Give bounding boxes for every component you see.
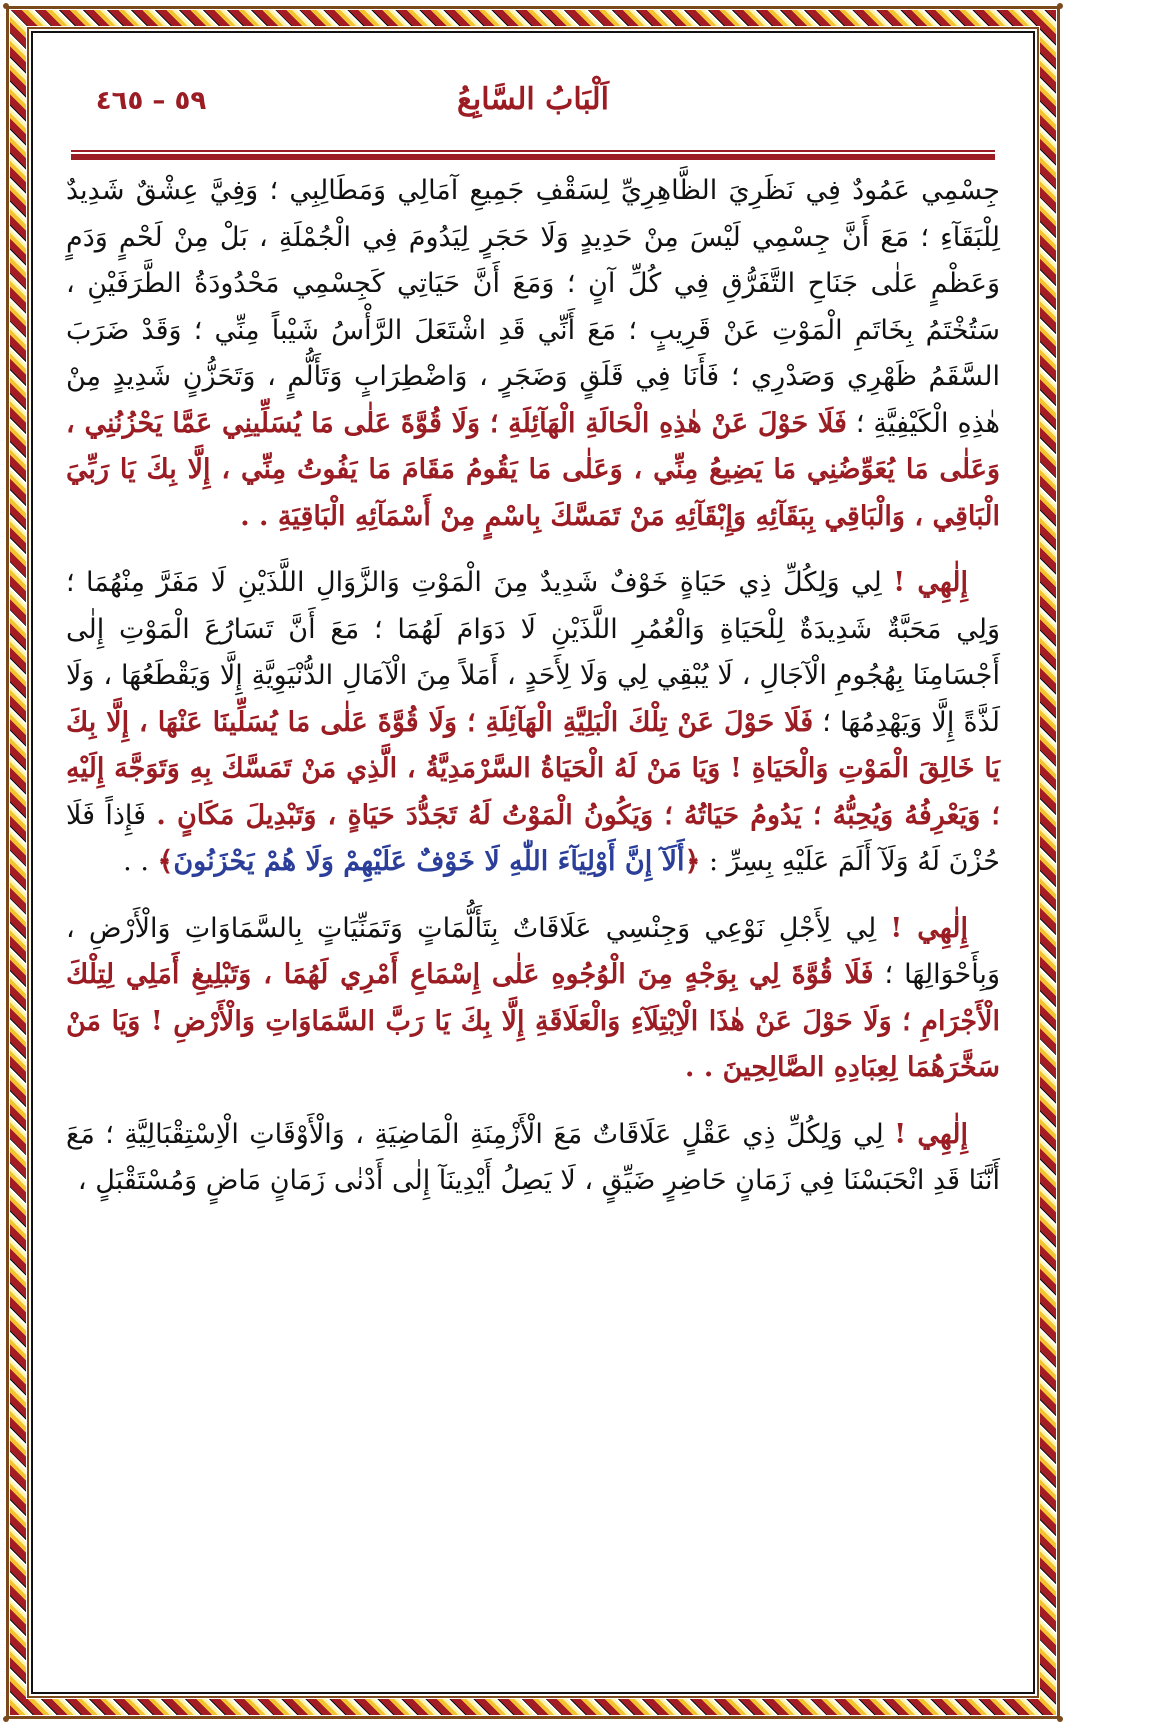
quran-bracket-close-icon: ﴾	[157, 846, 174, 877]
text-segment: جِسْمِي عَمُودٌ فِي نَظَرِيَ الظَّاهِرِيِّ لِسَقْفِ جَمِيعِ آمَالِي وَمَطَالِبِي ؛ وَفِيَّ عِشْقٌ شَدِيدٌ لِلْبَقَآءِ ؛ مَعَ أَنَّ جِسْمِي لَيْسَ مِنْ حَدِيدٍ وَلَا حَجَرٍ لِيَدُومَ فِي الْجُمْلَةِ ، بَلْ مِنْ لَحْمٍ وَدَمٍ وَعَظْمٍ عَلٰى جَنَاحِ التَّفَرُّقِ فِي كُلِّ آنٍ ؛ وَمَعَ أَنَّ حَيَاتِي كَجِسْمِي مَحْدُودَةُ الطَّرَفَيْنِ ، سَتُخْتَمُ بِخَاتَمِ الْمَوْتِ عَنْ قَرِيبٍ ؛ مَعَ أَنِّي قَدِ اشْتَعَلَ الرَّأْسُ شَيْباً مِنِّي ؛ وَقَدْ ضَرَبَ السَّقَمُ ظَهْرِي وَصَدْرِي ؛ فَأَنَا فِي قَلَقٍ وَضَجَرٍ ، وَاضْطِرَابٍ وَتَأَلُّمٍ ، وَتَحَزُّنٍ شَدِيدٍ مِنْ هٰذِهِ الْكَيْفِيَّةِ ؛	[66, 175, 1000, 439]
paragraph	[66, 560, 1000, 886]
text-segment: لِي وَلِكُلِّ ذِي عَقْلٍ عَلَاقَاتٌ مَعَ الْأَزْمِنَةِ الْمَاضِيَةِ ، وَالْأَوْقَاتِ الْاِسْتِقْبَالِيَّةِ ؛ مَعَ أَنَّنَا قَدِ انْحَبَسْنَا فِي زَمَانٍ حَاضِرٍ ضَيِّقٍ ، لَا يَصِلُ أَيْدِينَآ إِلٰى أَدْنٰى زَمَانٍ مَاضٍ وَمُسْتَقْبَلٍ ،	[66, 1118, 1000, 1196]
corner-ornament-icon	[1057, 3, 1063, 9]
page-number: ٥٩ – ٤٦٥	[95, 86, 207, 116]
text-segment: . .	[123, 846, 158, 877]
invocation-heading: إِلٰهِي !	[890, 912, 968, 944]
text-segment: لِي لِأَجْلِ نَوْعِي وَجِنْسِي عَلَاقَاتٌ بِتَأَلُّمَاتٍ وَتَمَنِّيَاتٍ بِالسَّمَاوَاتِ وَالْأَرْضِ ، وَبِأَحْوَالِهَا ؛	[66, 912, 1000, 990]
corner-ornament-icon	[3, 3, 9, 9]
quran-bracket-open-icon: ﴿	[684, 846, 701, 877]
highlighted-supplication: فَلَا حَوْلَ عَنْ هٰذِهِ الْحَالَةِ الْهَآئِلَةِ ؛ وَلَا قُوَّةَ عَلٰى مَا يُسَلِّينِي عَمَّا يَحْزُنُنِي ، وَعَلٰى مَا يُعَوِّضُنِي مَا يَضِيعُ مِنِّي ، وَعَلٰى مَا يَقُومُ مَقَامَ مَا يَفُوتُ مِنِّي ، إِلَّا بِكَ يَا رَبِّيَ الْبَاقِي ، وَالْبَاقِي بِبَقَآئِهِ وَإِبْقَآئِهِ مَنْ تَمَسَّكَ بِاسْمٍ مِنْ أَسْمَآئِهِ الْبَاقِيَةِ . .	[66, 407, 1000, 532]
header-divider-thin	[71, 150, 995, 152]
paragraph	[66, 168, 1000, 540]
paragraph	[66, 906, 1000, 1092]
quran-verse: أَلَآ إِنَّ أَوْلِيَآءَ اللّٰهِ لَا خَوْفٌ عَلَيْهِمْ وَلَا هُمْ يَحْزَنُونَ	[173, 846, 685, 877]
header-divider-thick	[71, 154, 995, 160]
chapter-title: اَلْبَابُ السَّابِعُ	[456, 82, 610, 117]
body-text	[66, 168, 1000, 1225]
corner-ornament-icon	[3, 1716, 9, 1722]
highlighted-supplication: فَلَا قُوَّةَ لِي بِوَجْهٍ مِنَ الْوُجُوهِ عَلٰى إِسْمَاعِ أَمْرِي لَهُمَا ، وَتَبْلِيغِ أَمَلِي لِتِلْكَ الْأَجْرَامِ ؛ وَلَا حَوْلَ عَنْ هٰذَا الْاِبْتِلَآءِ وَالْعَلَاقَةِ إِلَّا بِكَ يَا رَبَّ السَّمَاوَاتِ وَالْأَرْضِ ! وَيَا مَنْ سَخَّرَهُمَا لِعِبَادِهِ الصَّالِحِينَ . .	[66, 959, 1000, 1083]
highlighted-supplication: فَلَا حَوْلَ عَنْ تِلْكَ الْبَلِيَّةِ الْهَآئِلَةِ ؛ وَلَا قُوَّةَ عَلٰى مَا يُسَلِّينَا عَنْهَا ، إِلَّا بِكَ يَا خَالِقَ الْمَوْتِ وَالْحَيَاةِ ! وَيَا مَنْ لَهُ الْحَيَاةُ السَّرْمَدِيَّةُ ، الَّذِي مَنْ تَمَسَّكَ بِهِ وَتَوَجَّهَ إِلَيْهِ ؛ وَيَعْرِفُهُ وَيُحِبُّهُ ؛ يَدُومُ حَيَاتُهُ ؛ وَيَكُونُ الْمَوْتُ لَهُ تَجَدُّدَ حَيَاةٍ ، وَتَبْدِيلَ مَكَانٍ .	[66, 706, 1000, 831]
invocation-heading: إِلٰهِي !	[894, 1118, 968, 1150]
text-segment: لِي وَلِكُلِّ ذِي حَيَاةٍ خَوْفٌ شَدِيدٌ مِنَ الْمَوْتِ وَالزَّوَالِ اللَّذَيْنِ لَا مَفَرَّ مِنْهُمَا ؛ وَلِي مَحَبَّةٌ شَدِيدَةٌ لِلْحَيَاةِ وَالْعُمُرِ اللَّذَيْنِ لَا دَوَامَ لَهُمَا ؛ مَعَ أَنَّ تَسَارُعَ الْمَوْتِ إِلٰى أَجْسَامِنَا بِهُجُومِ الْآجَالِ ، لَا يُبْقِي لِي وَلَا لِأَحَدٍ ، أَمَلاً مِنَ الْآمَالِ الدُّنْيَوِيَّةِ إِلَّا وَيَقْطَعُهَا ، وَلَا لَذَّةً إِلَّا وَيَهْدِمُهَا ؛	[66, 567, 1000, 738]
paragraph	[66, 1112, 1000, 1205]
corner-ornament-icon	[1057, 1716, 1063, 1722]
page-header	[71, 70, 995, 156]
invocation-heading: إِلٰهِي !	[893, 567, 968, 598]
text-segment: فَإِذاً فَلَا حُزْنَ لَهُ وَلَآ أَلَمَ عَلَيْهِ بِسِرِّ :	[66, 799, 1000, 877]
